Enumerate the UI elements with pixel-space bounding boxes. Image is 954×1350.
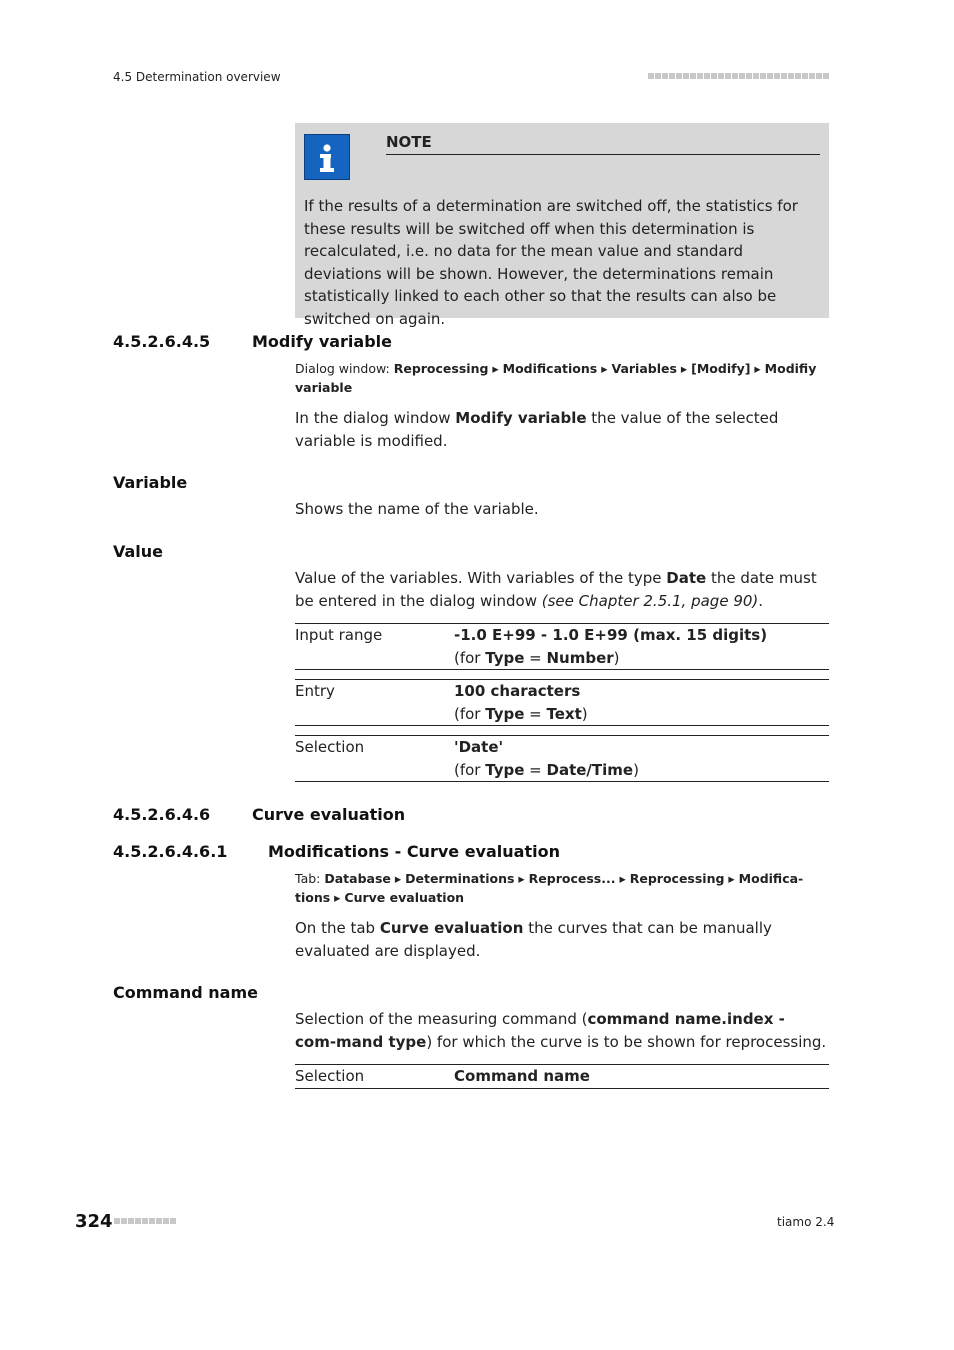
decoration-square (795, 73, 801, 79)
path-item: Modifiy variable (295, 361, 817, 395)
row-note-key: Type (485, 704, 525, 723)
path-item: Determinations (405, 871, 515, 886)
note-box (295, 123, 829, 328)
row-label: Input range (295, 626, 383, 644)
decoration-square (697, 73, 703, 79)
row-note-key: Type (485, 760, 525, 779)
row-note: ) (613, 648, 620, 667)
decoration-square (711, 73, 717, 79)
row-label: Entry (295, 682, 335, 700)
decoration-square (149, 1218, 155, 1224)
decoration-square (156, 1218, 162, 1224)
decoration-square (746, 73, 752, 79)
decoration-square (662, 73, 668, 79)
decoration-square (676, 73, 682, 79)
command-desc-bold: command name.index - com-mand type (295, 1010, 785, 1051)
path-prefix: Tab: (295, 871, 325, 886)
note-title: NOTE (386, 133, 820, 155)
header-decoration (648, 73, 829, 79)
section-number: 4.5.2.6.4.5 (113, 332, 211, 351)
row-note: (for (454, 760, 486, 779)
row-note-value: Text (546, 704, 582, 723)
row-value: 100 characters (454, 682, 581, 700)
decoration-square (170, 1218, 176, 1224)
decoration-square (669, 73, 675, 79)
footer-decoration (114, 1218, 176, 1224)
decoration-square (767, 73, 773, 79)
row-note: = (524, 704, 547, 723)
decoration-square (655, 73, 661, 79)
value-desc-text: the date must be entered in the dialog window (295, 569, 817, 610)
param-command-desc (295, 1008, 827, 1054)
intro-bold: Modify variable (455, 409, 587, 427)
decoration-square (718, 73, 724, 79)
decoration-square (781, 73, 787, 79)
path-item: Modifications (502, 361, 598, 376)
decoration-square (788, 73, 794, 79)
dialog-path: Dialog window: Reprocessing ▸ Modifications ▸ Variables ▸ [Modify] ▸ Modifiy variable (295, 361, 817, 395)
decoration-square (163, 1218, 169, 1224)
page-number: 324 (75, 1211, 113, 1232)
decoration-square (683, 73, 689, 79)
table-row (295, 679, 829, 726)
note-text: If the results of a determination are switched off, the statistics for these results will be switched off when this determination is recalculated, i.e. no data for the mean value and standard deviations will be shown. However, the determinations remain statistically linked to each other so that the results can also be switched on again. (304, 197, 798, 328)
info-icon (304, 134, 350, 180)
decoration-square (739, 73, 745, 79)
decoration-square (760, 73, 766, 79)
section-title: Curve evaluation (252, 805, 406, 824)
tab-path: Tab: Database ▸ Determinations ▸ Reprocess... ▸ Reprocessing ▸ Modifica-tions ▸ Curve evaluation (295, 871, 804, 905)
path-item: Database (324, 871, 391, 886)
row-value: -1.0 E+99 - 1.0 E+99 (max. 15 digits) (454, 626, 768, 644)
param-variable-label: Variable (113, 473, 188, 492)
intro-bold: Curve evaluation (379, 919, 524, 937)
decoration-square (753, 73, 759, 79)
row-note: ) (633, 760, 639, 779)
value-desc-text: . (758, 591, 764, 610)
row-note-value: Date/Time (546, 760, 634, 779)
decoration-square (135, 1218, 141, 1224)
intro-text: the value of the selected variable is modified. (295, 409, 779, 450)
row-label: Selection (295, 1067, 365, 1085)
row-note: (for (454, 704, 486, 723)
decoration-square (802, 73, 808, 79)
value-properties-table (295, 623, 829, 782)
running-header: 4.5 Determination overview (113, 70, 281, 84)
param-value-desc (295, 567, 827, 612)
value-desc-text: Value of the variables. With variables of the type (295, 569, 667, 587)
decoration-square (121, 1218, 127, 1224)
param-value-label: Value (113, 542, 164, 561)
subsection-intro (295, 917, 827, 962)
path-item: Modifica-tions (295, 871, 804, 905)
row-value: Command name (454, 1067, 590, 1085)
subsection-number: 4.5.2.6.4.6.1 (113, 842, 228, 861)
row-value: 'Date' (454, 738, 504, 756)
row-label: Selection (295, 738, 365, 756)
intro-text: the curves that can be manually evaluated are displayed. (295, 919, 772, 960)
path-item: Reprocessing (629, 871, 725, 886)
decoration-square (690, 73, 696, 79)
path-item: [Modify] (691, 361, 751, 376)
value-desc-bold: Date (666, 569, 707, 587)
decoration-square (774, 73, 780, 79)
path-item: Variables (611, 361, 677, 376)
param-command-label: Command name (113, 983, 258, 1002)
decoration-square (823, 73, 829, 79)
path-item: Reprocessing (393, 361, 489, 376)
decoration-square (816, 73, 822, 79)
row-note-key: Type (485, 648, 525, 667)
row-note: = (524, 760, 547, 779)
decoration-square (114, 1218, 120, 1224)
decoration-square (725, 73, 731, 79)
subsection-title: Modifications - Curve evaluation (268, 842, 560, 861)
decoration-square (128, 1218, 134, 1224)
row-note-value: Number (546, 648, 614, 667)
path-prefix: Dialog window: (295, 361, 394, 376)
decoration-square (809, 73, 815, 79)
command-properties-table (295, 1064, 829, 1089)
param-variable-desc: Shows the name of the variable. (295, 500, 539, 518)
table-row (295, 623, 829, 670)
path-item: Reprocess... (528, 871, 616, 886)
table-row (295, 735, 829, 782)
decoration-square (732, 73, 738, 79)
product-name: tiamo 2.4 (777, 1215, 835, 1229)
row-note: ) (581, 704, 588, 723)
command-desc-text: Selection of the measuring command ( (295, 1010, 588, 1028)
decoration-square (648, 73, 654, 79)
row-note: (for (454, 648, 486, 667)
section-title: Modify variable (252, 332, 392, 351)
decoration-square (704, 73, 710, 79)
intro-text: On the tab (295, 919, 380, 937)
table-row (295, 1064, 829, 1089)
section-intro (295, 407, 827, 452)
section-number: 4.5.2.6.4.6 (113, 805, 211, 824)
intro-text: In the dialog window (295, 409, 456, 427)
chapter-reference-link[interactable]: (see Chapter 2.5.1, page 90) (541, 591, 759, 610)
command-desc-text: ) for which the curve is to be shown for reprocessing. (426, 1033, 827, 1051)
row-note: = (524, 648, 547, 667)
decoration-square (142, 1218, 148, 1224)
path-item: Curve evaluation (344, 890, 465, 905)
